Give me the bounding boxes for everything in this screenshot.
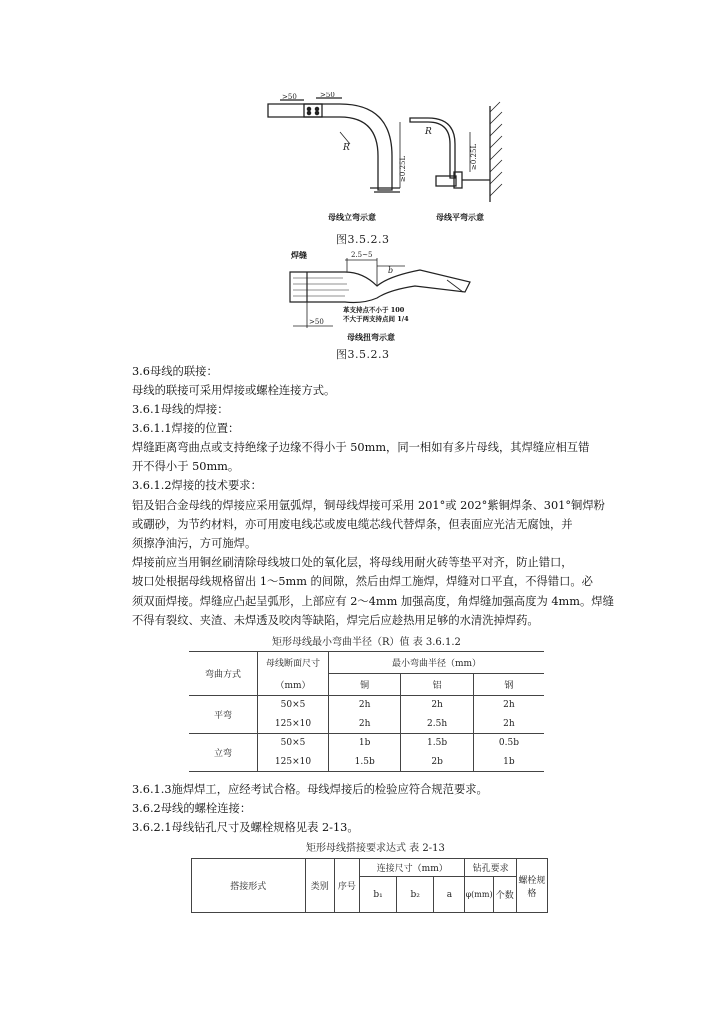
- heading-3-6-2: 3.6.2母线的螺栓连接：: [132, 802, 252, 815]
- heading-3-6-1-2: 3.6.1.2焊接的技术要求：: [132, 479, 262, 492]
- col-header-form: 搭接形式: [192, 859, 306, 913]
- heading-3-6: 3.6母线的联接：: [132, 365, 218, 378]
- col-header-unit: （mm）: [258, 674, 329, 696]
- busbar-flat-bend: [410, 118, 455, 178]
- heading-3-6-1-1: 3.6.1.1焊接的位置：: [132, 422, 240, 435]
- cell-al: 1.5b: [401, 734, 473, 753]
- cell-steel: 0.5b: [473, 734, 544, 753]
- cell-al: 2h: [401, 696, 473, 715]
- col-header-steel: 钢: [473, 674, 544, 696]
- col-header-b2: b₂: [397, 877, 434, 913]
- paragraph-3-6-1-2b-line2: 坡口处根据母线规格留出 1～5mm 的间隙，然后由焊工施焊，焊缝对口平直，不得错口。必: [132, 575, 593, 588]
- cell-steel: 1b: [473, 753, 544, 772]
- twist-dim-50: >50: [309, 318, 324, 326]
- cell-size: 50×5: [258, 734, 329, 753]
- cell-mode: 平弯: [189, 696, 258, 734]
- twist-inner-caption: 母线扭弯示意: [347, 332, 395, 342]
- paragraph-3-6-1-2a-line2: 或硼砂，为节约材料，亦可用废电线芯或废电缆芯线代替焊条，但表面应光洁无腐蚀，并: [132, 518, 573, 531]
- paragraph-3-6-1-2b-line3: 须双面焊接。焊缝应凸起呈弧形，上部应有 2～4mm 加强高度，角焊缝加强高度为 4mm。焊缝: [132, 595, 614, 608]
- col-header-a: a: [434, 877, 465, 913]
- paragraph-3-6-1-2a-line1: 铝及铝合金母线的焊接应采用氩弧焊，铜母线焊接可采用 201°或 202°紫铜焊条、301°铜焊粉: [132, 499, 605, 512]
- col-header-drill: 钻孔要求: [465, 859, 516, 877]
- paragraph-3-6-1-1-line2: 开不得小于 50mm。: [132, 460, 240, 473]
- vertical-bend-caption: 母线立弯示意: [328, 212, 376, 222]
- cell-size: 50×5: [258, 696, 329, 715]
- cell-cu: 2h: [329, 715, 401, 734]
- radius-label-left: R: [343, 143, 350, 153]
- cell-al: 2b: [401, 753, 473, 772]
- radius-label-right: R: [425, 127, 432, 137]
- table-row: [189, 696, 544, 715]
- bending-figure: [250, 92, 520, 227]
- paragraph-3-6: 母线的联接可采用焊接或螺栓连接方式。: [132, 384, 336, 397]
- col-header-type: 类别: [305, 859, 334, 913]
- paragraph-3-6-1-2b-line4: 不得有裂纹、夹渣、未焊透及咬肉等缺陷，焊完后应趁热用足够的水清洗掉焊药。: [132, 614, 539, 627]
- twist-b-label: b: [388, 266, 394, 275]
- heading-3-6-1-3: 3.6.1.3施焊焊工，应经考试合格。母线焊接后的检验应符合规范要求。: [132, 783, 488, 796]
- cell-size: 125×10: [258, 753, 329, 772]
- twist-range-label: 2.5~5: [351, 251, 373, 259]
- table2-caption: 矩形母线搭接要求达式 表 2-13: [306, 843, 445, 854]
- col-header-b1: b₁: [359, 877, 396, 913]
- col-header-cu: 铜: [329, 674, 401, 696]
- heading-3-6-2-1: 3.6.2.1母线钻孔尺寸及螺栓规格见表 2-13。: [132, 821, 359, 834]
- cell-al: 2.5h: [401, 715, 473, 734]
- col-header-conn-size: 连接尺寸（mm）: [359, 859, 465, 877]
- cell-steel: 2h: [473, 696, 544, 715]
- col-header-count: 个数: [493, 877, 516, 913]
- lap-joint-table: [191, 858, 548, 913]
- col-header-min-radius: 最小弯曲半径（mm）: [329, 652, 545, 674]
- col-header-size: 母线断面尺寸: [258, 652, 329, 674]
- paragraph-3-6-1-2b-line1: 焊接前应当用铜丝刷清除母线坡口处的氧化层，将母线用耐火砖等垫平对齐，防止错口，: [132, 556, 573, 569]
- flat-bend-caption: 母线平弯示意: [436, 212, 484, 222]
- dim-label-b: >50: [320, 92, 335, 99]
- figure1-caption: 图3.5.2.3: [336, 233, 390, 246]
- twist-figure: [285, 246, 475, 344]
- support-note-2: 不大于两支持点间 1/4: [343, 315, 409, 323]
- col-header-phi: φ(mm): [465, 877, 493, 913]
- bolt-plate: [304, 104, 322, 117]
- table-row: [189, 734, 544, 753]
- busbar-vertical-bend: [268, 104, 392, 190]
- cell-cu: 2h: [329, 696, 401, 715]
- weld-label: 焊缝: [291, 250, 307, 260]
- cell-cu: 1b: [329, 734, 401, 753]
- table1-caption: 矩形母线最小弯曲半径（R）值 表 3.6.1.2: [272, 637, 461, 648]
- length-label-left: ≥0.25L: [399, 155, 407, 182]
- cell-cu: 1.5b: [329, 753, 401, 772]
- col-header-no: 序号: [334, 859, 359, 913]
- busbar-twist: [290, 270, 470, 303]
- length-label-right: ≥0.25L: [470, 143, 478, 170]
- cell-steel: 2h: [473, 715, 544, 734]
- col-header-mode: 弯曲方式: [189, 652, 258, 696]
- bend-radius-table: [189, 651, 544, 772]
- support-note-1: 革支持点不小于 100: [343, 306, 405, 314]
- figure2-caption: 图3.5.2.3: [336, 348, 390, 361]
- paragraph-3-6-1-1-line1: 焊缝距离弯曲点或支持绝缘子边缘不得小于 50mm，同一相如有多片母线，其焊缝应相互错: [132, 441, 590, 454]
- col-header-bolt: 螺栓规格: [516, 859, 547, 913]
- col-header-al: 铝: [401, 674, 473, 696]
- dim-label-a: >50: [282, 93, 297, 101]
- cell-size: 125×10: [258, 715, 329, 734]
- cell-mode: 立弯: [189, 734, 258, 772]
- paragraph-3-6-1-2a-line3: 须擦净油污，方可施焊。: [132, 537, 257, 550]
- heading-3-6-1: 3.6.1母线的焊接：: [132, 403, 229, 416]
